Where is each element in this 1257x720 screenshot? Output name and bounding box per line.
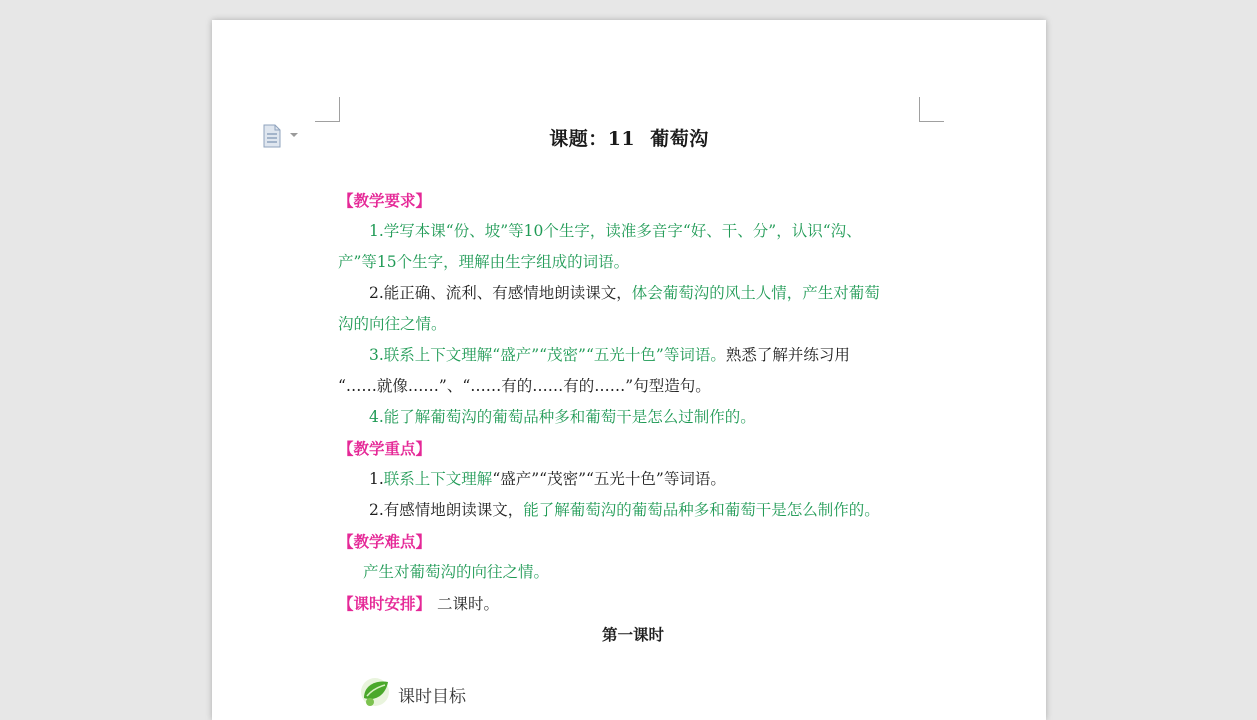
lesson-title [212,124,1046,151]
key-point-2-black: 2.有感情地朗读课文， [369,501,524,519]
key-point-2-green: 能了解葡萄沟的葡萄品种多和葡萄干是怎么制作的。 [523,501,880,519]
key-point-2 [338,495,928,526]
margin-corner-top-left [315,97,340,122]
margin-corner-top-right [919,97,944,122]
key-point-1-num: 1. [369,470,384,488]
key-point-1 [338,464,928,495]
section-heading-schedule: 【课时安排】 [338,594,432,613]
requirement-3-line-2: “……就像……”、“……有的……有的……”句型造句。 [338,377,711,395]
first-lesson-heading: 第一课时 [601,625,664,644]
requirement-2-line-2: 沟的向往之情。 [338,315,447,333]
leaf-icon [358,672,394,708]
difficulty-1: 产生对葡萄沟的向往之情。 [363,563,550,581]
requirement-1-line-2: 产”等15个生字，理解由生字组成的词语。 [338,253,630,271]
document-body [338,185,928,650]
requirement-2-black: 2.能正确、流利、有感情地朗读课文， [369,284,632,302]
requirement-2-line-1 [338,278,928,309]
section-heading-key-points: 【教学重点】 [338,439,432,458]
key-point-1-green: 联系上下文理解 [383,470,493,488]
objectives-banner [358,672,466,712]
requirement-3-green: 3.联系上下文理解“盛产”“茂密”“五光十色”等词语。 [369,346,726,364]
section-heading-difficulties: 【教学难点】 [338,532,432,551]
objectives-label: 课时目标 [398,687,466,707]
title-prefix: 课题：11 [549,128,636,150]
requirement-2-green: 体会葡萄沟的风土人情，产生对葡萄 [631,284,880,302]
schedule-line [338,588,928,619]
section-heading-requirements: 【教学要求】 [338,191,432,210]
requirement-3-line-1 [338,340,928,371]
document-page [212,20,1046,720]
schedule-value: 二课时。 [437,595,500,613]
key-point-1-black: “盛产”“茂密”“五光十色”等词语。 [492,470,726,488]
requirement-1-line-1: 1.学写本课“份、坡”等10个生字，读准多音字“好、干、分”，认识“沟、 [369,222,862,240]
requirement-3-black: 熟悉了解并练习用 [725,346,850,364]
requirement-4: 4.能了解葡萄沟的葡萄品种多和葡萄干是怎么过制作的。 [369,408,756,426]
title-name: 葡萄沟 [650,128,709,150]
